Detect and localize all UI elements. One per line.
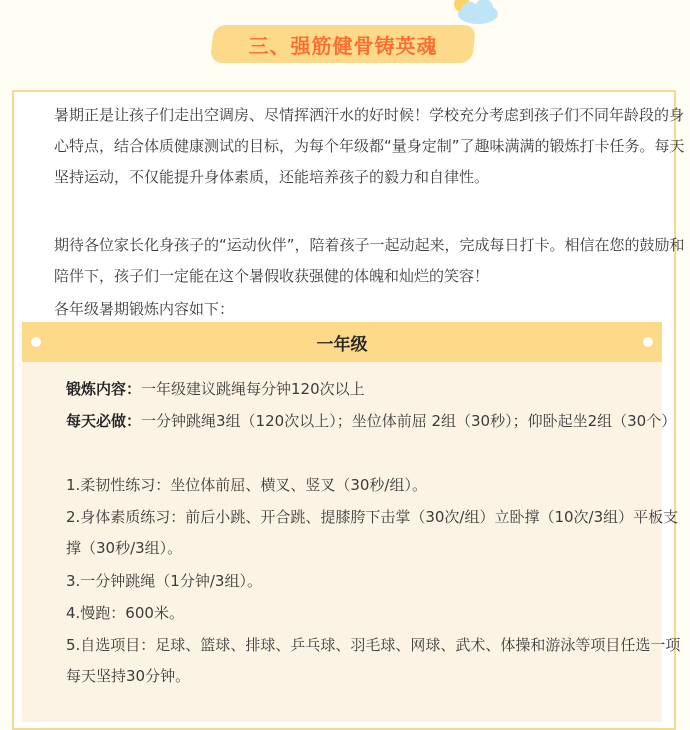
list-item: 5.自选项目：足球、篮球、排球、乒乓球、羽毛球、网球、武术、体操和游泳等项目任选一项每天坚持30分钟。 <box>66 636 681 685</box>
grade-name: 一年级 <box>316 334 368 355</box>
list-item: 2.身体素质练习：前后小跳、开合跳、提膝胯下击掌（30次/组）立卧撑（10次/3组）平板支撑（30秒/3组）。 <box>66 508 679 557</box>
section-title: 三、强筋健骨铸英魂 <box>248 33 438 58</box>
list-item: 3.一分钟跳绳（1分钟/3组）。 <box>66 572 262 590</box>
list-item: 1.柔韧性练习：坐位体前屈、横叉、竖叉（30秒/组）。 <box>66 476 427 494</box>
header-dot-left <box>31 337 41 347</box>
daily-required-line <box>32 406 686 437</box>
header-dot-right <box>643 337 653 347</box>
daily-required-label: 每天必做： <box>66 412 142 430</box>
grade-header <box>22 322 662 362</box>
section-title-banner <box>212 25 474 63</box>
exercise-content-line <box>32 374 686 405</box>
intro-paragraph-3: 各年级暑期锻炼内容如下： <box>54 300 235 318</box>
intro-paragraph-1: 暑期正是让孩子们走出空调房、尽情挥洒汗水的好时候！学校充分考虑到孩子们不同年龄段的身心特点，结合体质健康测试的目标，为每个年级都“量身定制”了趣味满满的锻炼打卡任务。每天坚持运动，不仅能提升身体素质，还能培养孩子的毅力和自律性。 <box>54 106 685 186</box>
exercise-content-text: 一年级建议跳绳每分钟120次以上 <box>141 380 365 398</box>
list-item: 4.慢跑：600米。 <box>66 604 184 622</box>
daily-required-text: 一分钟跳绳3组（120次以上）；坐位体前屈 2组（30秒）；仰卧起坐2组（30个） <box>141 412 677 430</box>
exercise-content-label: 锻炼内容： <box>66 380 142 398</box>
intro-paragraph-2: 期待各位家长化身孩子的“运动伙伴”，陪着孩子一起动起来，完成每日打卡。相信在您的鼓励和陪伴下，孩子们一定能在这个暑假收获强健的体魄和灿烂的笑容！ <box>54 236 685 285</box>
grade-card <box>22 322 681 722</box>
